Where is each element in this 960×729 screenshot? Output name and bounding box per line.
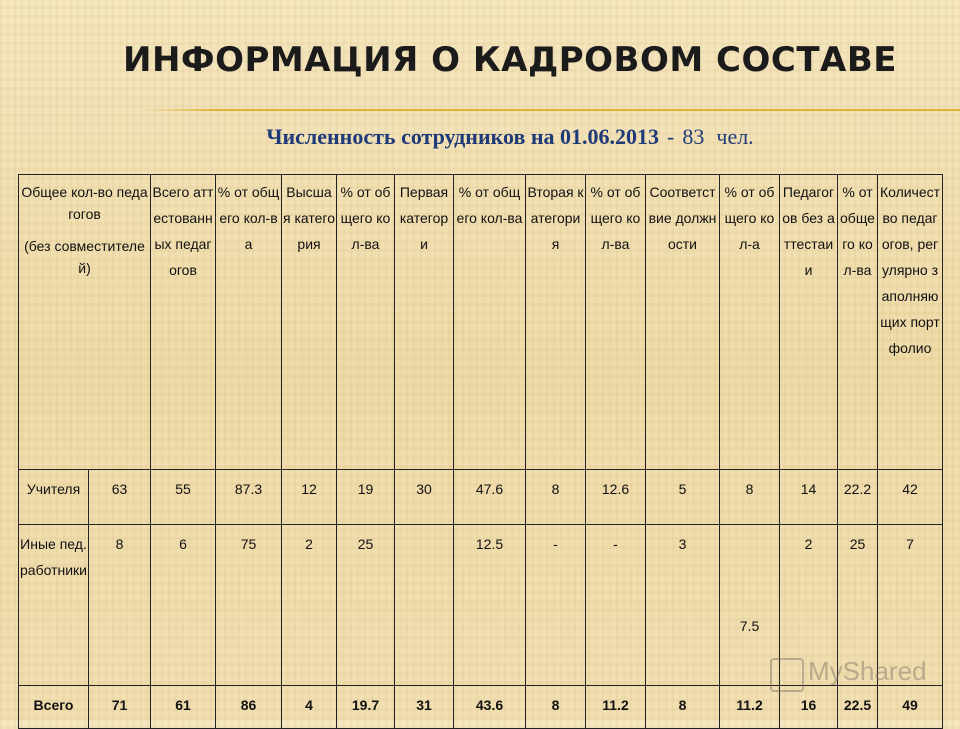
table-cell: 22.2 xyxy=(838,470,878,525)
table-cell: 42 xyxy=(878,470,943,525)
staff-count-label: Численность сотрудников на 01.06.2013 xyxy=(266,124,660,149)
table-cell: 55 xyxy=(151,470,216,525)
table-cell: 11.2 xyxy=(720,686,780,729)
staff-count-line xyxy=(0,124,960,150)
table-cell: 3 xyxy=(646,525,720,686)
row-label: Учителя xyxy=(19,470,89,525)
table-cell: 8 xyxy=(89,525,151,686)
page-title: ИНФОРМАЦИЯ О КАДРОВОМ СОСТАВЕ xyxy=(122,40,897,80)
table-cell: 71 xyxy=(89,686,151,729)
table-cell: 8 xyxy=(526,470,586,525)
table-cell: 8 xyxy=(526,686,586,729)
table-cell: 2 xyxy=(282,525,337,686)
header-first-category: Первая категори xyxy=(395,175,454,470)
header-total-teachers-label: Общее кол-во педагогов xyxy=(21,184,148,222)
table-cell: 12.6 xyxy=(586,470,646,525)
title-underline xyxy=(140,109,960,111)
table-cell: 47.6 xyxy=(454,470,526,525)
table-cell: 31 xyxy=(395,686,454,729)
row-label: Всего xyxy=(19,686,89,729)
header-pct-second: % от общего кол-ва xyxy=(586,175,646,470)
staff-table xyxy=(18,174,943,729)
table-cell: 43.6 xyxy=(454,686,526,729)
header-portfolio: Количество педагогов, регулярно заполняющих портфолио xyxy=(878,175,943,470)
table-cell: 19.7 xyxy=(337,686,395,729)
table-cell: 49 xyxy=(878,686,943,729)
table-cell: 5 xyxy=(646,470,720,525)
table-cell: 4 xyxy=(282,686,337,729)
header-total-teachers-note: (без совместителей) xyxy=(24,238,145,276)
table-cell: 30 xyxy=(395,470,454,525)
table-cell: 61 xyxy=(151,686,216,729)
table-cell: 12.5 xyxy=(454,525,526,686)
table-cell: 14 xyxy=(780,470,838,525)
table-cell: 6 xyxy=(151,525,216,686)
staff-count-unit: чел. xyxy=(716,124,754,149)
staff-count-dash: - xyxy=(667,124,675,149)
watermark-logo-icon xyxy=(770,658,804,692)
watermark-text: MyShared xyxy=(808,656,927,686)
row-label: Иные пед. работники xyxy=(19,525,89,686)
staff-count-value: 83 xyxy=(682,124,705,149)
table-cell xyxy=(395,525,454,686)
table-cell: 87.3 xyxy=(216,470,282,525)
table-cell: - xyxy=(526,525,586,686)
watermark xyxy=(770,656,950,692)
header-pct-first: % от общего кол-ва xyxy=(454,175,526,470)
header-pct-conformity: % от общего кол-а xyxy=(720,175,780,470)
table-cell: 19 xyxy=(337,470,395,525)
table-cell: - xyxy=(586,525,646,686)
header-attested: Всего аттестованных педагогов xyxy=(151,175,216,470)
table-cell: 7.5 xyxy=(720,525,780,686)
table-cell: 63 xyxy=(89,470,151,525)
header-pct-highest: % от общего кол-ва xyxy=(337,175,395,470)
header-pct-not-attested: % от общего кол-ва xyxy=(838,175,878,470)
table-cell: 25 xyxy=(337,525,395,686)
header-highest-category: Высшая категория xyxy=(282,175,337,470)
table-cell: 22.5 xyxy=(838,686,878,729)
table-cell: 16 xyxy=(780,686,838,729)
table-cell: 12 xyxy=(282,470,337,525)
table-cell: 25 xyxy=(838,525,878,686)
table-cell: 75 xyxy=(216,525,282,686)
table-row xyxy=(19,470,943,525)
table-cell: 86 xyxy=(216,686,282,729)
table-cell: 11.2 xyxy=(586,686,646,729)
header-not-attested: Педагогов без аттестаии xyxy=(780,175,838,470)
header-total-teachers xyxy=(19,175,151,470)
header-conformity: Соответствие должности xyxy=(646,175,720,470)
table-header-row xyxy=(19,175,943,470)
table-cell: 8 xyxy=(720,470,780,525)
table-cell: 7 xyxy=(878,525,943,686)
table-cell: 2 xyxy=(780,525,838,686)
header-second-category: Вторая категория xyxy=(526,175,586,470)
header-pct-attested: % от общего кол-ва xyxy=(216,175,282,470)
table-cell: 8 xyxy=(646,686,720,729)
